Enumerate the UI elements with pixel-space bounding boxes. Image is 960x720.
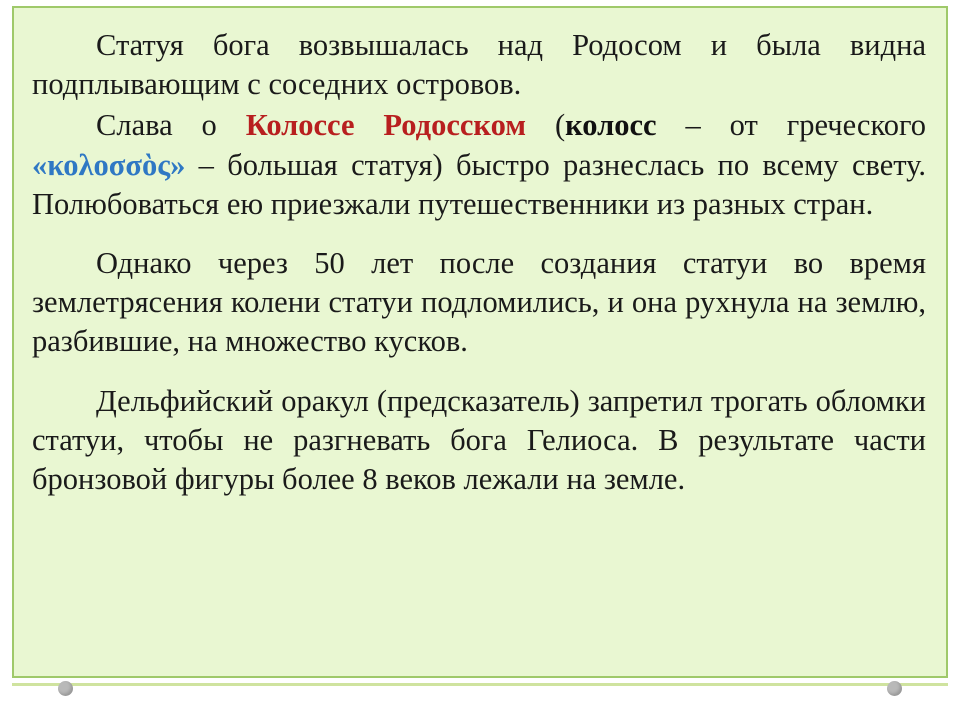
paragraph-2-run-highlight-blue: «κολοσσὸς» — [32, 147, 186, 182]
paragraph-4 — [32, 382, 926, 500]
paragraph-2-run-7: – большая статуя) быстро разнеслась по всему свету. Полюбоваться ею приезжали путешественники из разных стран. — [32, 147, 926, 221]
paragraph-2-run-5: – от греческого — [656, 108, 926, 143]
paragraph-2-run-bold: колосс — [565, 108, 657, 143]
paragraph-2-run-3: ( — [526, 108, 566, 143]
paragraph-3-run-1: Однако через 50 лет после создания статуи во время землетрясения колени статуи подломились, и она рухнула на землю, разбившие, на множество кусков. — [32, 245, 926, 359]
decorative-dot-right-icon — [887, 681, 902, 696]
footer-divider — [12, 683, 948, 686]
decorative-dot-left-icon — [58, 681, 73, 696]
paragraph-3 — [32, 244, 926, 362]
paragraph-2 — [32, 106, 926, 224]
paragraph-1 — [32, 26, 926, 104]
text-panel — [12, 6, 948, 678]
paragraph-2-run-highlight-red: Колоссе Родосском — [245, 108, 527, 143]
paragraph-4-run-1: Дельфийский оракул (предсказатель) запретил трогать обломки статуи, чтобы не разгневать бога Гелиоса. В результате части бронзовой фигуры более 8 веков лежали на земле. — [32, 383, 926, 496]
paragraph-2-run-1: Слава о — [96, 108, 246, 143]
paragraph-1-run-1: Статуя бога возвышалась над Родосом и была видна подплывающим с соседних островов. — [32, 28, 926, 102]
slide-body-text — [32, 26, 926, 499]
